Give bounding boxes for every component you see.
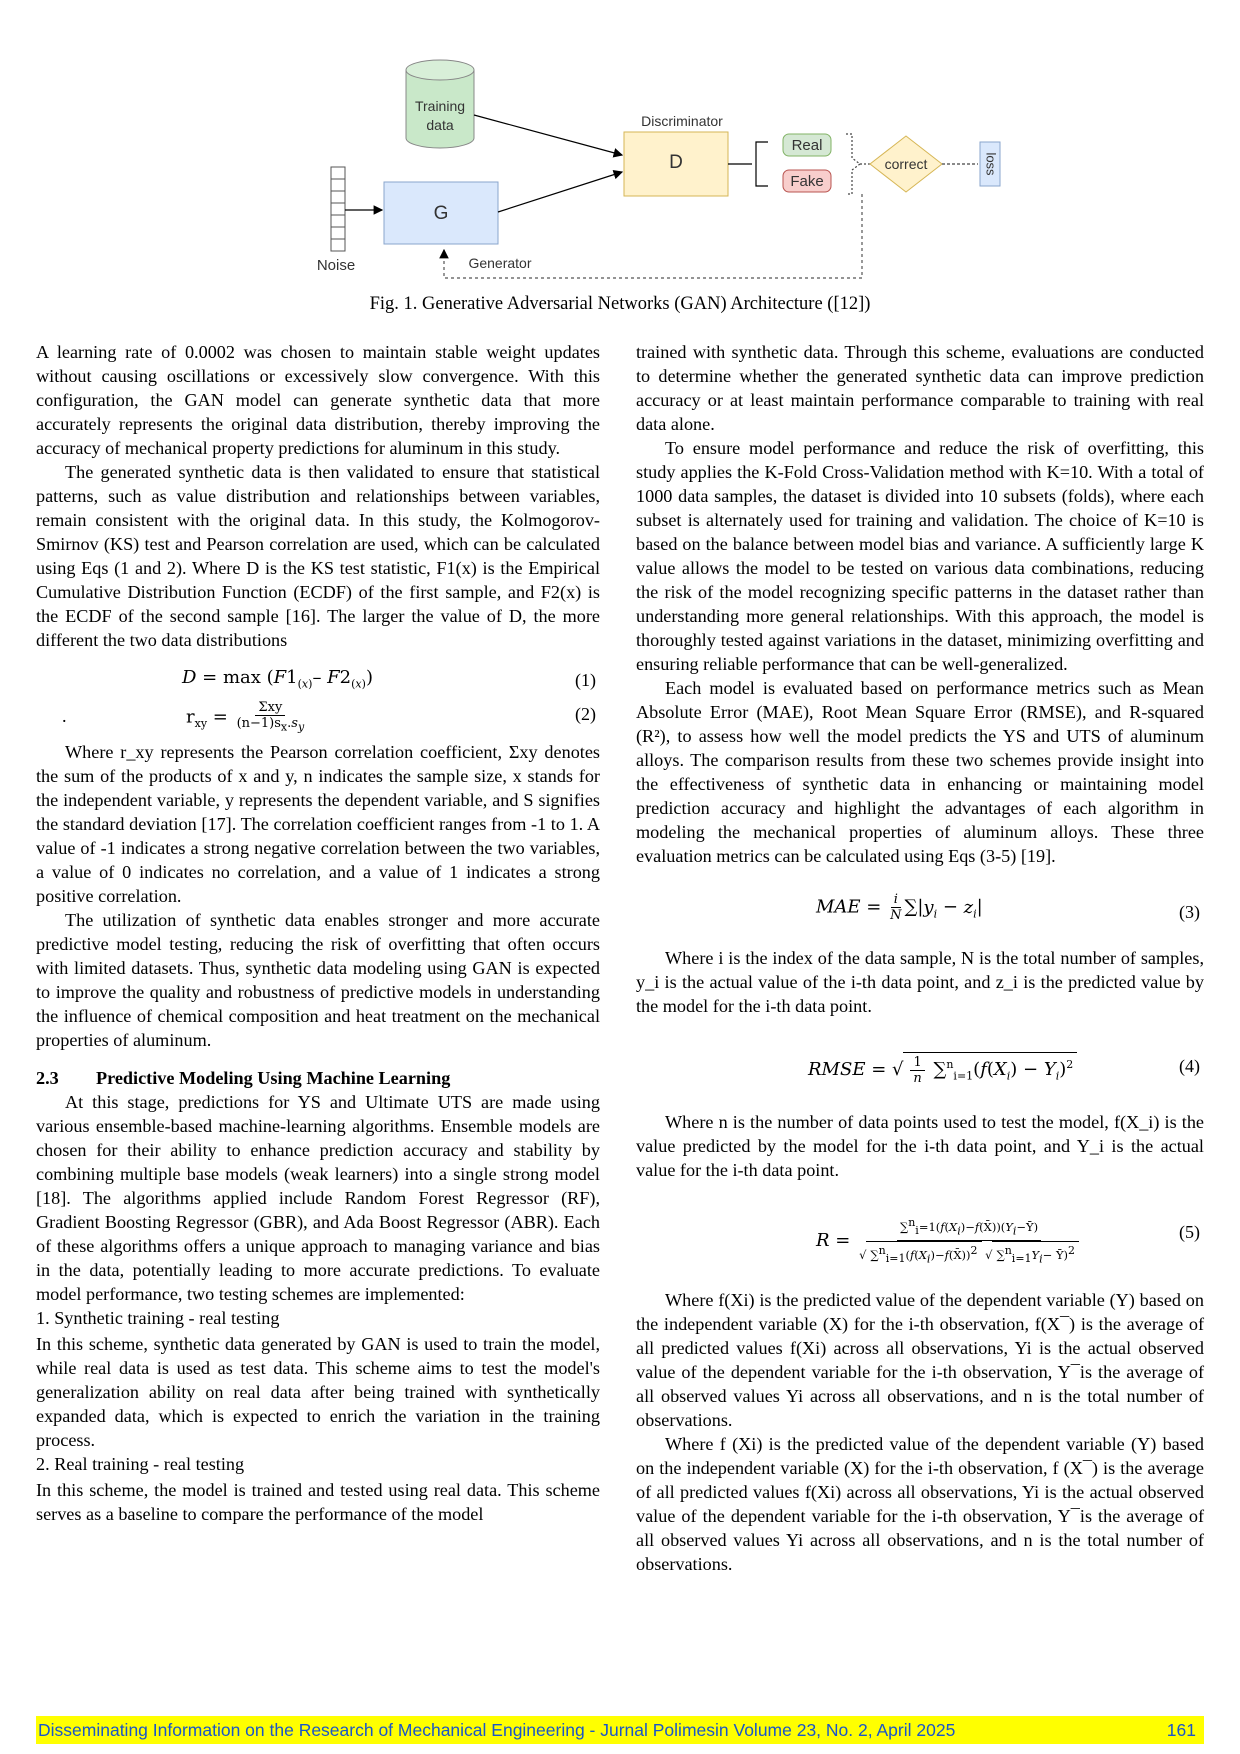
equation-4: RMSE = √ $\frac{1}{n}$ $\sum^n_{i=1}(f(X_i) - Y_i)^2$ (4) [636,1034,1204,1104]
right-column [636,340,1204,1576]
real-label: Real [791,137,823,154]
paragraph: Where f(Xi) is the predicted value of the dependent variable (Y) based on the independent variable (X) for the i-th observation, f(X¯) is the average of all predicted values f(Xi) across all observations, Yi is the actual observed value of the dependent variable for the i-th observation, Y¯is the average of all observed values Yi across all observations, and n is the total number of observations. [636,1290,1204,1430]
generator-label: Generator [468,255,532,271]
list-item: 1. Synthetic training - real testing [36,1308,280,1328]
paragraph: Each model is evaluated based on performance metrics such as Mean Absolute Error (MAE), Root Mean Square Error (RMSE), and R-squared (R²), to assess how well the model predicts the YS and UTS of aluminum alloys. The comparison results from these two schemes provide insight into the effectiveness of synthetic data in enhancing or maintaining model prediction accuracy and highlight the advantages of each algorithm in modeling the mechanical properties of aluminum alloys. These three evaluation metrics can be calculated using Eqs (3-5) [19]. [636,678,1204,866]
section-title: Predictive Modeling Using Machine Learning [96,1068,451,1088]
equation-number: (4) [1179,1056,1200,1076]
gan-architecture-figure [0,0,1240,300]
eq2-dot: . [62,706,67,726]
section-number: 2.3 [36,1068,59,1088]
fake-label: Fake [790,173,824,190]
page-number: 161 [1166,1720,1196,1740]
paragraph: The generated synthetic data is then validated to ensure that statistical patterns, such as value distribution and relationships between variables, remain consistent with the original data. In this study, the Kolmogorov-Smirnov (KS) test and Pearson correlation are used, which can be calculated using Eqs (1 and 2). Where D is the KS test statistic, F1(x) is the Empirical Cumulative Distribution Function (ECDF) of the first sample, and F2(x) is the ECDF of the second sample [16]. The larger the value of D, the more different the two data distributions [36,462,600,650]
discriminator-d-label: D [669,152,683,173]
paragraph: A learning rate of 0.0002 was chosen to maintain stable weight updates without causing oscillations or excessively slow convergence. With this configuration, the GAN model can generate synthetic data that more accurately represents the original data distribution, thereby improving the accuracy of mechanical property predictions for aluminum in this study. [36,342,600,458]
footer-text: Disseminating Information on the Research of Mechanical Engineering - Jurnal Polimesin Volume 23, No. 2, April 2025 [38,1720,956,1740]
paragraph: To ensure model performance and reduce the risk of overfitting, this study applies the K-Fold Cross-Validation method with K=10. With a total of 1000 data samples, the dataset is divided into 10 subsets (folds), where each subset is alternately used for training and validation. The choice of K=10 is based on the balance between model bias and variance. A sufficiently large K value allows the model to be tested on various data combinations, reducing the risk of the model recognizing specific patterns in the dataset rather than understanding more general relationships. With this approach, the model is thoroughly tested against variations in the dataset, minimizing overfitting and ensuring reliable performance that can be well-generalized. [636,438,1204,674]
equation-5: R = $\frac{\sum^n_i=1(f(X_i)-f(X̄))(Y_i-Ȳ)}{√ \sum^n_{i=1}(f(X_i)-f(X̄))^2 √ \sum^n_{i=1}Y_i- Ȳ)^2}$ (5) [636,1196,1204,1282]
paragraph: Where r_xy represents the Pearson correlation coefficient, Σxy denotes the sum of the products of x and y, n indicates the sample size, x stands for the independent variable, y represents the dependent variable, and S signifies the standard deviation [17]. The correlation coefficient ranges from -1 to 1. A value of -1 indicates a strong negative correlation between the two variables, a value of 0 indicates no correlation, and a value of 1 indicates a strong positive correlation. [36,742,600,906]
loss-label: loss [983,152,999,176]
training-label-2: data [426,117,454,133]
training-data-cylinder [406,60,474,148]
paragraph: In this scheme, the model is trained and tested using real data. This scheme serves as a baseline to compare the performance of the model [36,1480,600,1524]
generator-g-label: G [433,203,449,224]
gan-diagram [0,0,1240,300]
equation-1: $D = \max (F1_{(x)}-$ $F2_{(x)}$) (1) [182,667,596,691]
noise-vector [331,167,345,251]
paragraph: trained with synthetic data. Through this scheme, evaluations are conducted to determine whether the generated synthetic data can improve prediction accuracy or at least maintain performance comparable to training with real data alone. [636,342,1204,434]
paragraph: Where i is the index of the data sample, N is the total number of samples, y_i is the actual value of the i-th data point, and z_i is the predicted value by the model for the i-th data point. [636,948,1204,1016]
noise-label: Noise [316,257,356,274]
equation-3: MAE = $\frac{i}{N}$ $\sum|y_i - z_i|$ (3) [816,892,1200,923]
equation-number: (5) [1179,1222,1200,1242]
equation-2: . $r_{xy}$ = $\frac{\text{Σxy}}{(n-1)s_x.s_y}$ (2) [62,700,596,734]
left-column [36,340,600,1526]
figure-caption: Fig. 1. Generative Adversarial Networks (GAN) Architecture ([12]) [369,294,871,314]
list-item: 2. Real training - real testing [36,1454,245,1474]
discriminator-label: Discriminator [641,113,723,129]
paragraph: In this scheme, synthetic data generated by GAN is used to train the model, while real data is used as test data. This scheme aims to test the model's generalization ability on real data after being trained with synthetically expanded data, which is expected to enrich the variation in the training process. [36,1334,600,1450]
equation-number: (3) [1179,902,1200,922]
training-label-1: Training [414,98,466,114]
paragraph: The utilization of synthetic data enables stronger and more accurate predictive model testing, reducing the risk of overfitting that often occurs with limited datasets. Thus, synthetic data modeling using GAN is expected to improve the quality and robustness of predictive models in understanding the influence of chemical composition and heat treatment on the mechanical properties of aluminum. [36,910,600,1050]
section-heading [36,1066,600,1090]
paragraph: Where f (Xi) is the predicted value of the dependent variable (Y) based on the independent variable (X) for the i-th observation, f (X¯) is the average of all predicted values f(Xi) across all observations, Yi is the actual observed value of the dependent variable for the i-th observation, Y¯is the average of all observed values Yi across all observations, and n is the total number of observations. [636,1434,1204,1574]
correct-label: correct [884,156,928,172]
equation-number: (2) [575,704,596,724]
paragraph: At this stage, predictions for YS and Ultimate UTS are made using various ensemble-based machine-learning algorithms. Ensemble models are chosen for their ability to enhance prediction accuracy and stability by combining multiple base models (weak learners) into a single strong model [18]. The algorithms applied include Random Forest Regressor (RF), Gradient Boosting Regressor (GBR), and Ada Boost Regressor (ABR). Each of these algorithms offers a unique approach to managing variance and bias in the data, potentially leading to more accurate predictions. To evaluate model performance, two testing schemes are implemented: [36,1092,600,1304]
page-footer [36,1716,1204,1744]
paragraph: Where n is the number of data points used to test the model, f(X_i) is the value predicted by the model for the i-th data point, and Y_i is the actual value for the i-th data point. [636,1112,1204,1180]
equation-number: (1) [575,670,596,690]
